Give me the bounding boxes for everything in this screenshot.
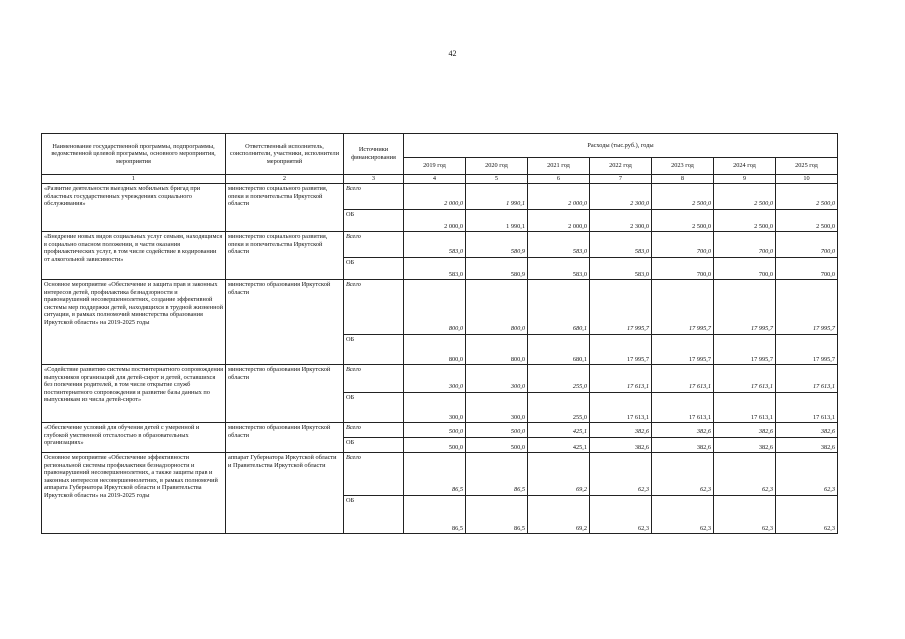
source-ob-label: ОБ (344, 438, 404, 453)
ob-value: 86,5 (404, 496, 466, 534)
ob-value: 700,0 (776, 258, 838, 280)
ob-value: 17 613,1 (652, 393, 714, 423)
source-total-label: Всего (344, 423, 404, 438)
ob-value: 580,9 (466, 258, 528, 280)
total-value: 300,0 (466, 365, 528, 393)
source-total-label: Всего (344, 453, 404, 496)
budget-table-body (42, 184, 838, 534)
source-total-label: Всего (344, 232, 404, 258)
header-source: Источники финансирования (344, 134, 404, 175)
source-total-label: Всего (344, 365, 404, 393)
column-number: 6 (528, 175, 590, 184)
executor-name: министерство социального развития, опеки и попечительства Иркутской области (226, 232, 344, 280)
total-value: 680,1 (528, 280, 590, 335)
ob-value: 800,0 (466, 335, 528, 365)
header-year: 2024 год (714, 158, 776, 175)
table-row (42, 453, 838, 496)
column-number: 4 (404, 175, 466, 184)
total-value: 2 500,0 (714, 184, 776, 210)
ob-value: 382,6 (652, 438, 714, 453)
table-row (42, 232, 838, 258)
ob-value: 382,6 (714, 438, 776, 453)
ob-value: 2 000,0 (404, 210, 466, 232)
table-row (42, 280, 838, 335)
column-number: 10 (776, 175, 838, 184)
header-year: 2025 год (776, 158, 838, 175)
column-number: 8 (652, 175, 714, 184)
executor-name: аппарат Губернатора Иркутской области и Правительства Иркутской области (226, 453, 344, 534)
source-ob-label: ОБ (344, 210, 404, 232)
ob-value: 62,3 (590, 496, 652, 534)
ob-value: 62,3 (714, 496, 776, 534)
total-value: 583,0 (528, 232, 590, 258)
ob-value: 17 995,7 (590, 335, 652, 365)
column-number: 5 (466, 175, 528, 184)
header-year: 2019 год (404, 158, 466, 175)
total-value: 17 995,7 (652, 280, 714, 335)
total-value: 86,5 (466, 453, 528, 496)
ob-value: 69,2 (528, 496, 590, 534)
total-value: 382,6 (776, 423, 838, 438)
ob-value: 2 000,0 (528, 210, 590, 232)
activity-name: «Обеспечение условий для обучения детей с умеренной и глубокой умственной отсталостью в образовательных организациях» (42, 423, 226, 453)
ob-value: 2 500,0 (776, 210, 838, 232)
ob-value: 1 990,1 (466, 210, 528, 232)
ob-value: 86,5 (466, 496, 528, 534)
executor-name: министерство образования Иркутской области (226, 365, 344, 423)
total-value: 2 300,0 (590, 184, 652, 210)
total-value: 17 995,7 (590, 280, 652, 335)
header-expenses: Расходы (тыс.руб.), годы (404, 134, 838, 158)
total-value: 17 613,1 (652, 365, 714, 393)
total-value: 17 613,1 (714, 365, 776, 393)
total-value: 255,0 (528, 365, 590, 393)
total-value: 2 500,0 (776, 184, 838, 210)
total-value: 583,0 (404, 232, 466, 258)
ob-value: 680,1 (528, 335, 590, 365)
source-ob-label: ОБ (344, 496, 404, 534)
activity-name: «Развитие деятельности выездных мобильных бригад при областных государственных учреждениях социального обслуживания» (42, 184, 226, 232)
total-value: 800,0 (404, 280, 466, 335)
total-value: 2 500,0 (652, 184, 714, 210)
source-ob-label: ОБ (344, 335, 404, 365)
ob-value: 583,0 (528, 258, 590, 280)
ob-value: 500,0 (404, 438, 466, 453)
ob-value: 17 995,7 (714, 335, 776, 365)
total-value: 86,5 (404, 453, 466, 496)
ob-value: 300,0 (466, 393, 528, 423)
total-value: 583,0 (590, 232, 652, 258)
total-value: 300,0 (404, 365, 466, 393)
ob-value: 2 500,0 (714, 210, 776, 232)
executor-name: министерство образования Иркутской области (226, 280, 344, 365)
header-year: 2021 год (528, 158, 590, 175)
total-value: 69,2 (528, 453, 590, 496)
ob-value: 800,0 (404, 335, 466, 365)
total-value: 382,6 (714, 423, 776, 438)
total-value: 17 995,7 (776, 280, 838, 335)
total-value: 500,0 (466, 423, 528, 438)
column-number: 2 (226, 175, 344, 184)
ob-value: 382,6 (776, 438, 838, 453)
header-year: 2020 год (466, 158, 528, 175)
total-value: 62,3 (776, 453, 838, 496)
ob-value: 17 613,1 (590, 393, 652, 423)
total-value: 62,3 (652, 453, 714, 496)
ob-value: 300,0 (404, 393, 466, 423)
table-row (42, 423, 838, 438)
total-value: 62,3 (590, 453, 652, 496)
header-year: 2023 год (652, 158, 714, 175)
total-value: 700,0 (776, 232, 838, 258)
ob-value: 500,0 (466, 438, 528, 453)
total-value: 500,0 (404, 423, 466, 438)
ob-value: 382,6 (590, 438, 652, 453)
total-value: 800,0 (466, 280, 528, 335)
header-year: 2022 год (590, 158, 652, 175)
ob-value: 583,0 (404, 258, 466, 280)
total-value: 17 613,1 (590, 365, 652, 393)
budget-table (41, 133, 838, 534)
column-number: 9 (714, 175, 776, 184)
executor-name: министерство образования Иркутской области (226, 423, 344, 453)
ob-value: 583,0 (590, 258, 652, 280)
table-row (42, 365, 838, 393)
total-value: 382,6 (652, 423, 714, 438)
activity-name: Основное мероприятие «Обеспечение эффективности региональной системы профилактики безнадзорности и правонарушений несовершеннолетних, а также защиты прав и законных интересов несовершеннолетних, в рамках полномочий аппарата Губернатора Иркутской области и Правительства Иркутской области» на 2019-2025 годы (42, 453, 226, 534)
ob-value: 425,1 (528, 438, 590, 453)
executor-name: министерство социального развития, опеки и попечительства Иркутской области (226, 184, 344, 232)
ob-value: 17 995,7 (776, 335, 838, 365)
activity-name: Основное мероприятие «Обеспечение и защита прав и законных интересов детей, профилактика безнадзорности и правонарушений несовершеннолетних, создание эффективной системы мер поддержки детей, находящихся в трудной жизненной ситуации, в рамках полномочий министерства образования Иркутской области» на 2019-2025 годы (42, 280, 226, 365)
ob-value: 62,3 (652, 496, 714, 534)
page-number: 42 (448, 49, 457, 58)
source-total-label: Всего (344, 184, 404, 210)
total-value: 17 995,7 (714, 280, 776, 335)
column-number: 1 (42, 175, 226, 184)
ob-value: 700,0 (652, 258, 714, 280)
total-value: 2 000,0 (404, 184, 466, 210)
total-value: 1 990,1 (466, 184, 528, 210)
total-value: 17 613,1 (776, 365, 838, 393)
total-value: 62,3 (714, 453, 776, 496)
ob-value: 700,0 (714, 258, 776, 280)
ob-value: 17 613,1 (776, 393, 838, 423)
header-executor: Ответственный исполнитель, соисполнители, участники, исполнители мероприятий (226, 134, 344, 175)
total-value: 2 000,0 (528, 184, 590, 210)
total-value: 700,0 (652, 232, 714, 258)
total-value: 580,9 (466, 232, 528, 258)
ob-value: 17 613,1 (714, 393, 776, 423)
column-number: 7 (590, 175, 652, 184)
source-ob-label: ОБ (344, 393, 404, 423)
column-number: 3 (344, 175, 404, 184)
activity-name: «Внедрение новых видов социальных услуг семьям, находящимся в социально опасном положении, в части оказания профилактических услуг, в том числе содействие в кодировании от алкогольной зависимости» (42, 232, 226, 280)
total-value: 425,1 (528, 423, 590, 438)
ob-value: 2 500,0 (652, 210, 714, 232)
total-value: 700,0 (714, 232, 776, 258)
table-row (42, 184, 838, 210)
total-value: 382,6 (590, 423, 652, 438)
ob-value: 2 300,0 (590, 210, 652, 232)
source-total-label: Всего (344, 280, 404, 335)
ob-value: 255,0 (528, 393, 590, 423)
source-ob-label: ОБ (344, 258, 404, 280)
ob-value: 17 995,7 (652, 335, 714, 365)
ob-value: 62,3 (776, 496, 838, 534)
activity-name: «Содействие развитию системы постинтернатного сопровождения выпускников организаций для детей-сирот и детей, оставшихся без попечения родителей, в том числе открытие служб постинтернатного сопровождения и развитие базы данных по выпускникам из числа детей-сирот» (42, 365, 226, 423)
header-name: Наименование государственной программы, подпрограммы, ведомственной целевой программы, основного мероприятия, мероприятия (42, 134, 226, 175)
